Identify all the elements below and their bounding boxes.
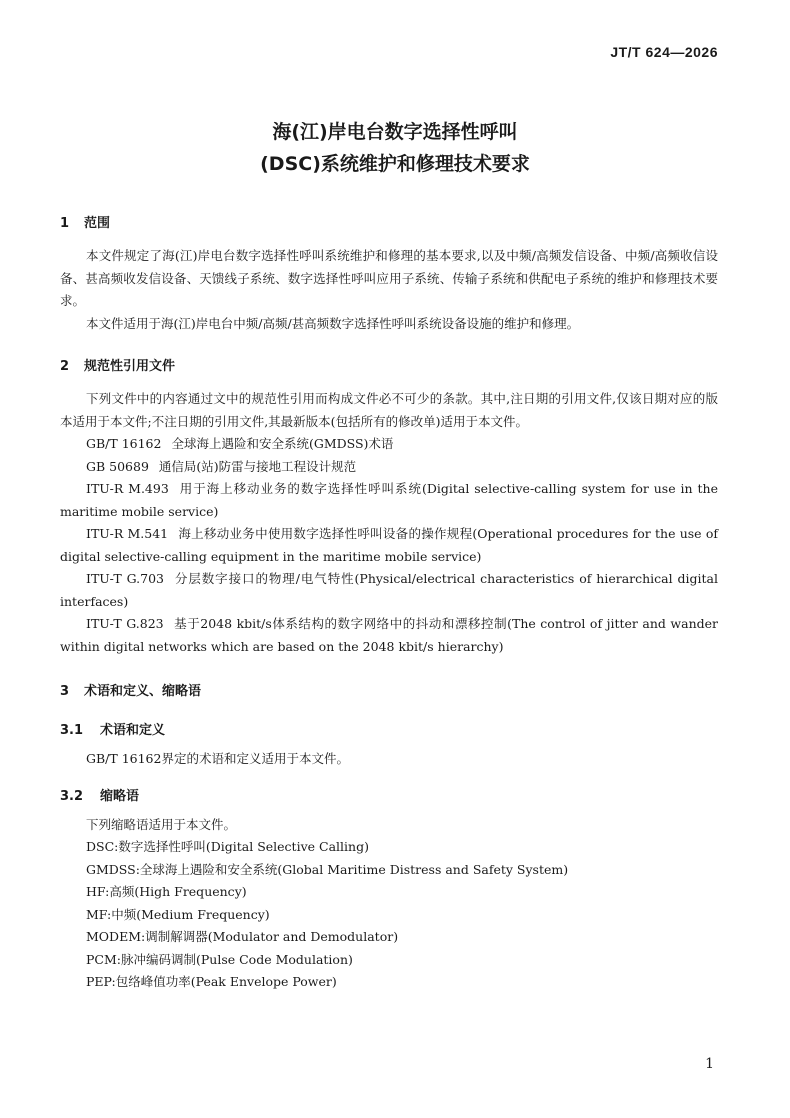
reference-code: ITU-T G.823 bbox=[86, 616, 164, 631]
document-body bbox=[60, 212, 718, 994]
reference-title: 用于海上移动业务的数字选择性呼叫系统(Digital selective-calling system for use in the maritime mobile service) bbox=[60, 481, 718, 519]
abbreviation-item: PCM:脉冲编码调制(Pulse Code Modulation) bbox=[86, 951, 353, 967]
reference-item bbox=[60, 433, 718, 456]
abbreviation-item: MF:中频(Medium Frequency) bbox=[86, 906, 270, 922]
section-title: 术语和定义、缩略语 bbox=[84, 684, 202, 699]
reference-title: 分层数字接口的物理/电气特性(Physical/electrical characteristics of hierarchical digital interfaces) bbox=[60, 571, 718, 609]
section-3-heading bbox=[60, 680, 718, 699]
subsection-3-1-text: GB/T 16162界定的术语和定义适用于本文件。 bbox=[86, 751, 349, 766]
reference-item bbox=[60, 613, 718, 658]
document-title bbox=[0, 116, 790, 180]
subsection-title: 缩略语 bbox=[100, 788, 140, 804]
subsection-number: 3.1 bbox=[60, 723, 84, 738]
subsection-number: 3.2 bbox=[60, 788, 84, 804]
abbreviation-item: DSC:数字选择性呼叫(Digital Selective Calling) bbox=[86, 839, 369, 854]
section-2-intro: 下列文件中的内容通过文中的规范性引用而构成文件必不可少的条款。其中,注日期的引用文件,仅该日期对应的版本适用于本文件;不注日期的引用文件,其最新版本(包括所有的修改单)适用于本文件。 bbox=[60, 391, 718, 429]
reference-item bbox=[60, 456, 718, 479]
page-number: 1 bbox=[705, 1056, 714, 1072]
title-line-2: (DSC)系统维护和修理技术要求 bbox=[260, 153, 530, 175]
subsection-3-1-heading bbox=[60, 719, 718, 738]
document-code: JT/T 624—2026 bbox=[610, 44, 718, 60]
reference-title: 海上移动业务中使用数字选择性呼叫设备的操作规程(Operational procedures for the use of digital selective-calling equipment in the maritime mobile service) bbox=[60, 526, 718, 564]
reference-item bbox=[60, 478, 718, 523]
abbreviation-item: HF:高频(High Frequency) bbox=[86, 884, 247, 899]
reference-title: 通信局(站)防雷与接地工程设计规范 bbox=[158, 458, 357, 474]
section-1-paragraph-2: 本文件适用于海(江)岸电台中频/高频/甚高频数字选择性呼叫系统设备设施的维护和修理。 bbox=[86, 315, 580, 331]
section-1-heading bbox=[60, 212, 718, 231]
reference-title: 基于2048 kbit/s体系结构的数字网络中的抖动和漂移控制(The control of jitter and wander within digital networks which are based on the 2048 kbit/s hierarchy) bbox=[60, 616, 718, 654]
reference-code: ITU-R M.541 bbox=[86, 526, 169, 541]
section-number: 2 bbox=[60, 359, 70, 374]
abbreviations-intro: 下列缩略语适用于本文件。 bbox=[86, 816, 237, 832]
subsection-title: 术语和定义 bbox=[100, 723, 166, 738]
abbreviation-item: MODEM:调制解调器(Modulator and Demodulator) bbox=[86, 929, 399, 944]
abbreviation-item: PEP:包络峰值功率(Peak Envelope Power) bbox=[86, 974, 337, 989]
section-title: 范围 bbox=[84, 216, 111, 231]
reference-code: ITU-T G.703 bbox=[86, 571, 164, 586]
section-number: 3 bbox=[60, 684, 70, 699]
reference-title: 全球海上遇险和安全系统(GMDSS)术语 bbox=[171, 436, 394, 451]
section-title: 规范性引用文件 bbox=[84, 359, 176, 374]
reference-item bbox=[60, 568, 718, 613]
title-line-1: 海(江)岸电台数字选择性呼叫 bbox=[272, 121, 518, 143]
section-2-heading bbox=[60, 355, 718, 374]
reference-item bbox=[60, 523, 718, 568]
section-number: 1 bbox=[60, 216, 70, 231]
subsection-3-2-heading bbox=[60, 785, 718, 804]
reference-code: GB 50689 bbox=[86, 458, 149, 474]
abbreviation-item: GMDSS:全球海上遇险和安全系统(Global Maritime Distress and Safety System) bbox=[86, 861, 569, 877]
reference-code: ITU-R M.493 bbox=[86, 481, 169, 496]
section-1-paragraph-1: 本文件规定了海(江)岸电台数字选择性呼叫系统维护和修理的基本要求,以及中频/高频发信设备、中频/高频收信设备、甚高频收发信设备、天馈线子系统、数字选择性呼叫应用子系统、传输子系统和供配电子系统的维护和修理技术要求。 bbox=[60, 248, 718, 308]
reference-code: GB/T 16162 bbox=[86, 436, 162, 451]
